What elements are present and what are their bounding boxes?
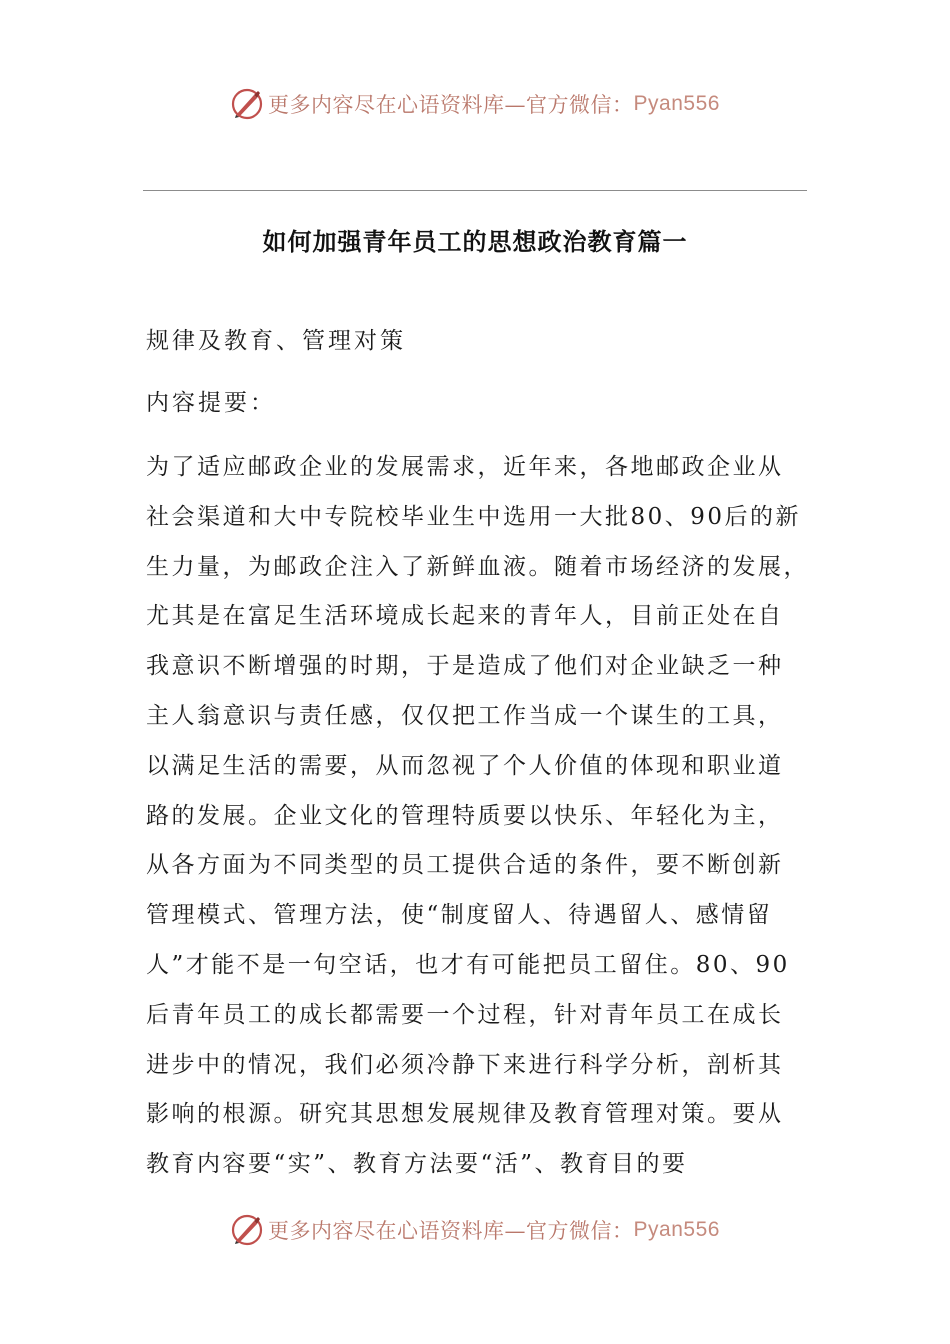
body-line: 以满足生活的需要，从而忽视了个人价值的体现和职业道	[146, 752, 784, 779]
wechat-id: Pyan556	[633, 1218, 720, 1241]
banner-text: 更多内容尽在心语资料库—官方微信：	[268, 1219, 634, 1243]
body-line: 管理模式、管理方法，使“制度留人、待遇留人、感情留	[146, 902, 773, 929]
footer-banner	[0, 1208, 950, 1252]
summary-label: 内容提要：	[146, 390, 276, 416]
body-line: 为了适应邮政企业的发展需求，近年来，各地邮政企业从	[146, 454, 784, 480]
body-line: 社会渠道和大中专院校毕业生中选用一大批80、90后的新	[146, 503, 802, 530]
header-divider	[143, 190, 807, 191]
body-line: 从各方面为不同类型的员工提供合适的条件，要不断创新	[146, 852, 784, 879]
body-line: 路的发展。企业文化的管理特质要以快乐、年轻化为主，	[146, 802, 784, 829]
body-line: 教育内容要“实”、教育方法要“活”、教育目的要	[146, 1151, 688, 1178]
pen-logo-icon	[230, 1213, 264, 1247]
document-title: 如何加强青年员工的思想政治教育篇一	[262, 227, 688, 256]
pen-logo-icon	[230, 87, 264, 121]
header-banner	[0, 82, 950, 126]
banner-text: 更多内容尽在心语资料库—官方微信：	[268, 93, 634, 117]
body-line: 主人翁意识与责任感，仅仅把工作当成一个谋生的工具，	[146, 702, 784, 729]
body-paragraph	[146, 443, 809, 1190]
body-line: 我意识不断增强的时期，于是造成了他们对企业缺乏一种	[146, 653, 784, 680]
body-line: 尤其是在富足生活环境成长起来的青年人，目前正处在自	[146, 603, 784, 630]
body-line: 生力量，为邮政企注入了新鲜血液。随着市场经济的发展，	[146, 553, 809, 580]
body-line: 人”才能不是一句空话，也才有可能把员工留住。80、90	[146, 951, 790, 978]
wechat-id: Pyan556	[633, 92, 720, 115]
body-line: 进步中的情况，我们必须冷静下来进行科学分析，剖析其	[146, 1051, 784, 1078]
body-line: 后青年员工的成长都需要一个过程，针对青年员工在成长	[146, 1001, 784, 1028]
document-subtitle: 规律及教育、管理对策	[146, 328, 406, 354]
body-line: 影响的根源。研究其思想发展规律及教育管理对策。要从	[146, 1101, 784, 1128]
